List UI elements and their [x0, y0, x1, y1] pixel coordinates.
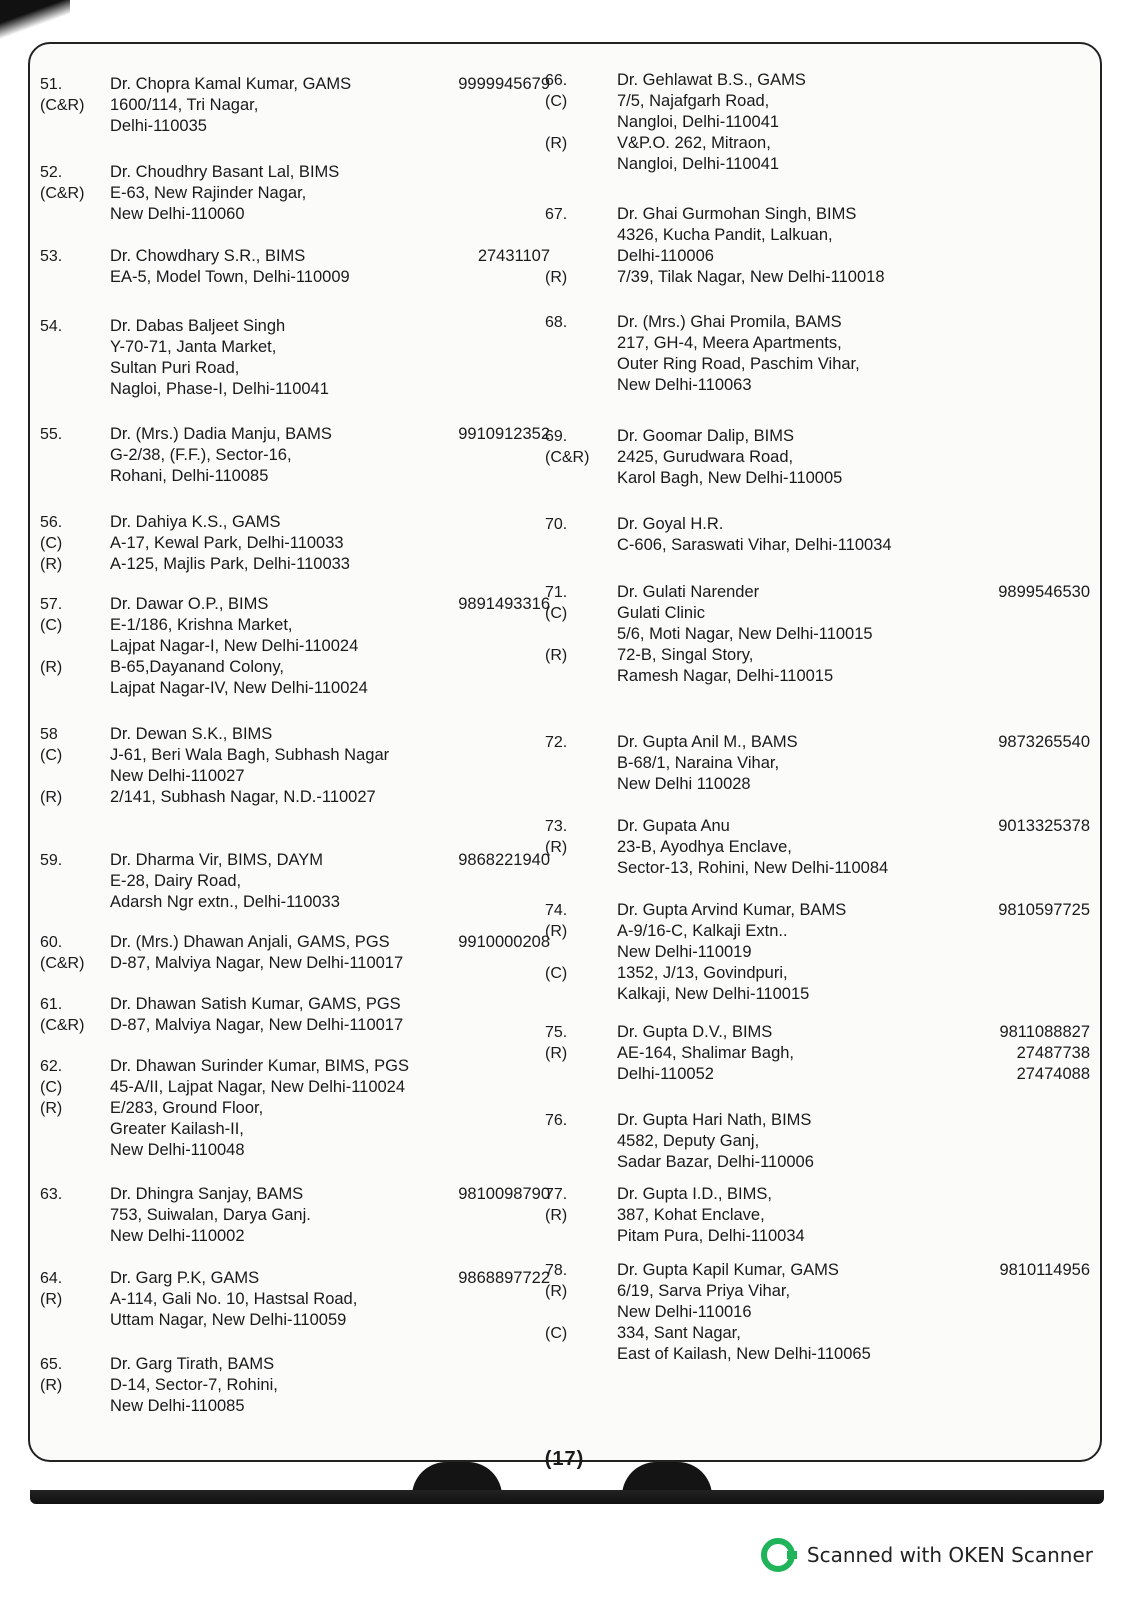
address-type-tag: (R) [40, 1377, 63, 1394]
page-number: (17) [544, 1448, 585, 1470]
address-line: E-1/186, Krishna Market, [110, 616, 293, 634]
address-type-tag: (R) [40, 659, 63, 676]
phone-number: 9868897722 [458, 1269, 550, 1287]
doctor-name: Dr. Gehlawat B.S., GAMS [617, 71, 806, 89]
address-line: A-125, Majlis Park, Delhi-110033 [110, 555, 350, 573]
entry-number [40, 162, 102, 204]
entry-number [545, 312, 607, 333]
address-type-tag: (C) [40, 1079, 63, 1096]
address-type-tag: (C&R) [40, 955, 85, 972]
phone-numbers [998, 900, 1090, 921]
entry-details [617, 312, 957, 396]
address-line: 4326, Kucha Pandit, Lalkuan, [617, 226, 833, 244]
address-type-tag: (C) [545, 93, 568, 110]
phone-numbers [458, 424, 550, 445]
entry-details [110, 932, 440, 974]
doctor-name: Dr. Gupta Hari Nath, BIMS [617, 1111, 812, 1129]
entry-number [40, 74, 102, 116]
entry-index: 73. [545, 818, 568, 835]
address-line: Delhi-110035 [110, 117, 207, 135]
address-line: Greater Kailash-II, [110, 1120, 244, 1138]
address-line: New Delhi-110016 [617, 1303, 752, 1321]
address-line: A-17, Kewal Park, Delhi-110033 [110, 534, 344, 552]
address-type-tag: (R) [545, 923, 568, 940]
phone-number: 27487738 [1016, 1044, 1090, 1062]
entry-number [545, 204, 607, 288]
entry-number [40, 1184, 102, 1205]
phone-number: 9810114956 [999, 1261, 1090, 1279]
address-line: 334, Sant Nagar, [617, 1324, 741, 1342]
entry-details [617, 732, 957, 795]
address-line: 2/141, Subhash Nagar, N.D.-110027 [110, 788, 376, 806]
entry-index: 57. [40, 596, 63, 613]
entry-index: 58 [40, 726, 58, 743]
address-line: A-9/16-C, Kalkaji Extn.. [617, 922, 788, 940]
address-line: Delhi-110052 [617, 1065, 714, 1083]
address-line: 4582, Deputy Ganj, [617, 1132, 760, 1150]
entry-index: 66. [545, 72, 568, 89]
phone-number: 9810597725 [998, 901, 1090, 919]
address-line: Nagloi, Phase-I, Delhi-110041 [110, 380, 329, 398]
address-line: A-114, Gali No. 10, Hastsal Road, [110, 1290, 358, 1308]
scanner-label: Scanned with OKEN Scanner [806, 1543, 1093, 1567]
address-line: C-606, Saraswati Vihar, Delhi-110034 [617, 536, 892, 554]
address-type-tag: (R) [545, 839, 568, 856]
entry-index: 69. [545, 428, 568, 445]
address-line: 72-B, Singal Story, [617, 646, 754, 664]
phone-number: 9891493316 [458, 595, 550, 613]
entry-number [40, 724, 102, 808]
entry-details [617, 514, 957, 556]
address-type-tag: (C&R) [545, 449, 590, 466]
phone-number: 9868221940 [458, 851, 550, 869]
address-line: D-87, Malviya Nagar, New Delhi-110017 [110, 1016, 404, 1034]
address-line: Karol Bagh, New Delhi-110005 [617, 469, 843, 487]
address-line: Sadar Bazar, Delhi-110006 [617, 1153, 814, 1171]
doctor-name: Dr. Dawar O.P., BIMS [110, 595, 269, 613]
address-line: G-2/38, (F.F.), Sector-16, [110, 446, 292, 464]
doctor-name: Dr. Dewan S.K., BIMS [110, 725, 273, 743]
entry-index: 60. [40, 934, 63, 951]
address-line: 1600/114, Tri Nagar, [110, 96, 259, 114]
entry-number [545, 1184, 607, 1226]
entry-number [545, 1110, 607, 1131]
address-type-tag: (R) [545, 269, 568, 286]
address-line: 7/39, Tilak Nagar, New Delhi-110018 [617, 268, 885, 286]
entry-index: 53. [40, 248, 63, 265]
doctor-name: Dr. Dhingra Sanjay, BAMS [110, 1185, 304, 1203]
address-line: 217, GH-4, Meera Apartments, [617, 334, 842, 352]
entry-details [617, 816, 957, 879]
address-type-tag: (C) [40, 747, 63, 764]
doctor-name: Dr. Garg Tirath, BAMS [110, 1355, 275, 1373]
address-line: Lajpat Nagar-I, New Delhi-110024 [110, 637, 359, 655]
address-line: B-65,Dayanand Colony, [110, 658, 284, 676]
phone-numbers [999, 1022, 1090, 1085]
address-line: New Delhi-110027 [110, 767, 245, 785]
phone-numbers [458, 932, 550, 953]
entry-number [40, 424, 102, 445]
entry-number [40, 932, 102, 974]
entry-details [617, 426, 957, 489]
address-line: 45-A/II, Lajpat Nagar, New Delhi-110024 [110, 1078, 406, 1096]
entry-details [110, 162, 440, 225]
address-type-tag [40, 636, 102, 657]
address-type-tag [545, 1302, 607, 1323]
doctor-name: Dr. Dabas Baljeet Singh [110, 317, 286, 335]
entry-details [617, 1022, 957, 1085]
phone-number: 9873265540 [998, 733, 1090, 751]
address-line: New Delhi-110063 [617, 376, 752, 394]
doctor-name: Dr. Goomar Dalip, BIMS [617, 427, 794, 445]
doctor-name: Dr. Gupta Arvind Kumar, BAMS [617, 901, 847, 919]
address-line: E-28, Dairy Road, [110, 872, 242, 890]
address-line: 753, Suiwalan, Darya Ganj. [110, 1206, 311, 1224]
entry-number [40, 1268, 102, 1310]
doctor-name: Dr. (Mrs.) Ghai Promila, BAMS [617, 313, 842, 331]
entry-details [110, 994, 440, 1036]
address-type-tag: (C) [545, 1325, 568, 1342]
doctor-name: Dr. Chowdhary S.R., BIMS [110, 247, 306, 265]
entry-index: 62. [40, 1058, 63, 1075]
entry-details [110, 316, 440, 400]
address-type-tag [545, 942, 607, 963]
entry-number [545, 426, 607, 468]
entry-index: 56. [40, 514, 63, 531]
entry-details [617, 1110, 957, 1173]
entry-index: 65. [40, 1356, 63, 1373]
entry-index: 55. [40, 426, 63, 443]
entry-number [545, 70, 607, 154]
entry-number [545, 816, 607, 858]
phone-number: 9899546530 [998, 583, 1090, 601]
address-type-tag: (C&R) [40, 97, 85, 114]
phone-numbers [998, 732, 1090, 753]
scanner-logo-icon [761, 1538, 795, 1572]
entry-index: 68. [545, 314, 568, 331]
address-line: D-87, Malviya Nagar, New Delhi-110017 [110, 954, 404, 972]
address-line: 6/19, Sarva Priya Vihar, [617, 1282, 791, 1300]
address-line: EA-5, Model Town, Delhi-110009 [110, 268, 350, 286]
phone-numbers [998, 816, 1090, 837]
doctor-name: Dr. Gupta Kapil Kumar, GAMS [617, 1261, 839, 1279]
phone-numbers [458, 74, 550, 95]
address-type-tag: (R) [545, 647, 568, 664]
entry-details [110, 246, 440, 288]
address-type-tag: (R) [545, 1283, 568, 1300]
address-line: D-14, Sector-7, Rohini, [110, 1376, 278, 1394]
doctor-name: Dr. Gupta Anil M., BAMS [617, 733, 798, 751]
entry-details [110, 1354, 440, 1417]
address-line: J-61, Beri Wala Bagh, Subhash Nagar [110, 746, 390, 764]
address-type-tag: (R) [40, 789, 63, 806]
address-type-tag [545, 112, 607, 133]
address-type-tag: (R) [40, 1100, 63, 1117]
entry-number [40, 316, 102, 337]
phone-numbers [458, 1184, 550, 1205]
address-line: Uttam Nagar, New Delhi-110059 [110, 1311, 347, 1329]
entry-index: 71. [545, 584, 568, 601]
entry-number [40, 850, 102, 871]
entry-details [110, 724, 440, 808]
entry-number [40, 246, 102, 267]
address-line: E/283, Ground Floor, [110, 1099, 264, 1117]
entry-index: 78. [545, 1262, 568, 1279]
entry-number [545, 900, 607, 984]
entry-number [40, 1354, 102, 1396]
doctor-name: Dr. Dhawan Surinder Kumar, BIMS, PGS [110, 1057, 409, 1075]
entry-number [545, 1022, 607, 1064]
entry-number [545, 514, 607, 535]
doctor-name: Dr. Gupta I.D., BIMS, [617, 1185, 772, 1203]
doctor-name: Dr. Gupta D.V., BIMS [617, 1023, 773, 1041]
address-line: New Delhi-110019 [617, 943, 752, 961]
entry-index: 61. [40, 996, 63, 1013]
doctor-name: Dr. Dhawan Satish Kumar, GAMS, PGS [110, 995, 401, 1013]
address-line: Sultan Puri Road, [110, 359, 240, 377]
phone-number: 9810098790 [458, 1185, 550, 1203]
address-type-tag: (C) [545, 965, 568, 982]
entry-index: 72. [545, 734, 568, 751]
address-line: Ramesh Nagar, Delhi-110015 [617, 667, 834, 685]
entry-details [110, 1268, 440, 1331]
address-type-tag: (C) [545, 605, 568, 622]
address-line: Pitam Pura, Delhi-110034 [617, 1227, 805, 1245]
address-type-tag: (R) [40, 1291, 63, 1308]
page-frame [28, 42, 1102, 1462]
doctor-name: Dr. (Mrs.) Dhawan Anjali, GAMS, PGS [110, 933, 390, 951]
entry-index: 59. [40, 852, 63, 869]
phone-numbers [458, 594, 550, 615]
phone-numbers [458, 1268, 550, 1289]
phone-numbers [999, 1260, 1090, 1281]
phone-numbers [458, 850, 550, 871]
address-line: 23-B, Ayodhya Enclave, [617, 838, 792, 856]
address-line: Sector-13, Rohini, New Delhi-110084 [617, 859, 889, 877]
address-line: Nangloi, Delhi-110041 [617, 155, 780, 173]
address-line: Y-70-71, Janta Market, [110, 338, 277, 356]
address-type-tag: (C&R) [40, 185, 85, 202]
entry-index: 67. [545, 206, 568, 223]
address-line: 7/5, Najafgarh Road, [617, 92, 770, 110]
entry-number [545, 1260, 607, 1344]
address-line: New Delhi-110085 [110, 1397, 245, 1415]
address-type-tag [545, 246, 607, 267]
scan-corner-shadow [0, 0, 70, 40]
entry-number [40, 512, 102, 575]
entry-index: 51. [40, 76, 63, 93]
address-type-tag [40, 766, 102, 787]
entry-index: 77. [545, 1186, 568, 1203]
entry-details [110, 512, 440, 575]
address-type-tag: (C) [40, 617, 63, 634]
doctor-name: Dr. Gupata Anu [617, 817, 730, 835]
phone-number: 27431107 [477, 247, 550, 265]
entry-details [617, 1260, 957, 1365]
doctor-name: Dr. Garg P.K, GAMS [110, 1269, 260, 1287]
entry-index: 52. [40, 164, 63, 181]
entry-number [40, 994, 102, 1036]
address-line: Outer Ring Road, Paschim Vihar, [617, 355, 860, 373]
entry-details [110, 424, 440, 487]
address-line: Kalkaji, New Delhi-110015 [617, 985, 810, 1003]
phone-number: 9910912352 [458, 425, 550, 443]
doctor-name: Dr. Dharma Vir, BIMS, DAYM [110, 851, 324, 869]
address-line: New Delhi-110048 [110, 1141, 245, 1159]
address-line: New Delhi-110060 [110, 205, 245, 223]
doctor-name: Dr. Goyal H.R. [617, 515, 724, 533]
entry-details [617, 582, 957, 687]
address-line: 5/6, Moti Nagar, New Delhi-110015 [617, 625, 873, 643]
entry-details [110, 594, 440, 699]
phone-number: 9999945679 [458, 75, 550, 93]
address-line: 387, Kohat Enclave, [617, 1206, 765, 1224]
address-type-tag: (R) [545, 1045, 568, 1062]
address-type-tag: (R) [545, 1207, 568, 1224]
entry-index: 54. [40, 318, 63, 335]
address-line: V&P.O. 262, Mitraon, [617, 134, 771, 152]
address-line: Adarsh Ngr extn., Delhi-110033 [110, 893, 340, 911]
address-line: B-68/1, Naraina Vihar, [617, 754, 780, 772]
entry-index: 70. [545, 516, 568, 533]
phone-number: 9811088827 [999, 1023, 1090, 1041]
phone-number: 9910000208 [458, 933, 550, 951]
address-type-tag: (R) [545, 135, 568, 152]
entry-index: 64. [40, 1270, 63, 1287]
phone-numbers [998, 582, 1090, 603]
doctor-name: Dr. (Mrs.) Dadia Manju, BAMS [110, 425, 332, 443]
entry-number [40, 1056, 102, 1119]
address-type-tag [545, 624, 607, 645]
entry-index: 75. [545, 1024, 568, 1041]
phone-number: 9013325378 [998, 817, 1090, 835]
doctor-name: Dr. Choudhry Basant Lal, BIMS [110, 163, 340, 181]
address-line: Rohani, Delhi-110085 [110, 467, 269, 485]
entry-details [617, 204, 957, 288]
entry-index: 76. [545, 1112, 568, 1129]
entry-details [110, 850, 440, 913]
address-line: Gulati Clinic [617, 604, 706, 622]
scanner-watermark [761, 1538, 1093, 1572]
entry-number [545, 582, 607, 666]
doctor-name: Dr. Ghai Gurmohan Singh, BIMS [617, 205, 857, 223]
address-line: AE-164, Shalimar Bagh, [617, 1044, 795, 1062]
entry-number [545, 732, 607, 753]
entry-details [617, 70, 957, 175]
entry-number [40, 594, 102, 678]
address-type-tag: (C&R) [40, 1017, 85, 1034]
address-line: Nangloi, Delhi-110041 [617, 113, 780, 131]
address-type-tag: (C) [40, 535, 63, 552]
address-line: New Delhi-110002 [110, 1227, 245, 1245]
entry-index: 63. [40, 1186, 63, 1203]
phone-numbers [478, 246, 550, 267]
address-line: E-63, New Rajinder Nagar, [110, 184, 307, 202]
entry-details [110, 74, 440, 137]
doctor-name: Dr. Chopra Kamal Kumar, GAMS [110, 75, 352, 93]
address-line: 1352, J/13, Govindpuri, [617, 964, 788, 982]
entry-details [617, 900, 957, 1005]
entry-details [617, 1184, 957, 1247]
address-type-tag [545, 225, 607, 246]
entry-details [110, 1184, 440, 1247]
address-line: Lajpat Nagar-IV, New Delhi-110024 [110, 679, 368, 697]
address-line: New Delhi 110028 [617, 775, 751, 793]
doctor-name: Dr. Gulati Narender [617, 583, 760, 601]
address-line: 2425, Gurudwara Road, [617, 448, 794, 466]
page-bottom-edge [30, 1490, 1104, 1504]
address-type-tag: (R) [40, 556, 63, 573]
entry-index: 74. [545, 902, 568, 919]
entry-details [110, 1056, 440, 1161]
address-line: East of Kailash, New Delhi-110065 [617, 1345, 871, 1363]
doctor-name: Dr. Dahiya K.S., GAMS [110, 513, 281, 531]
address-line: Delhi-110006 [617, 247, 714, 265]
phone-number: 27474088 [1016, 1065, 1090, 1083]
